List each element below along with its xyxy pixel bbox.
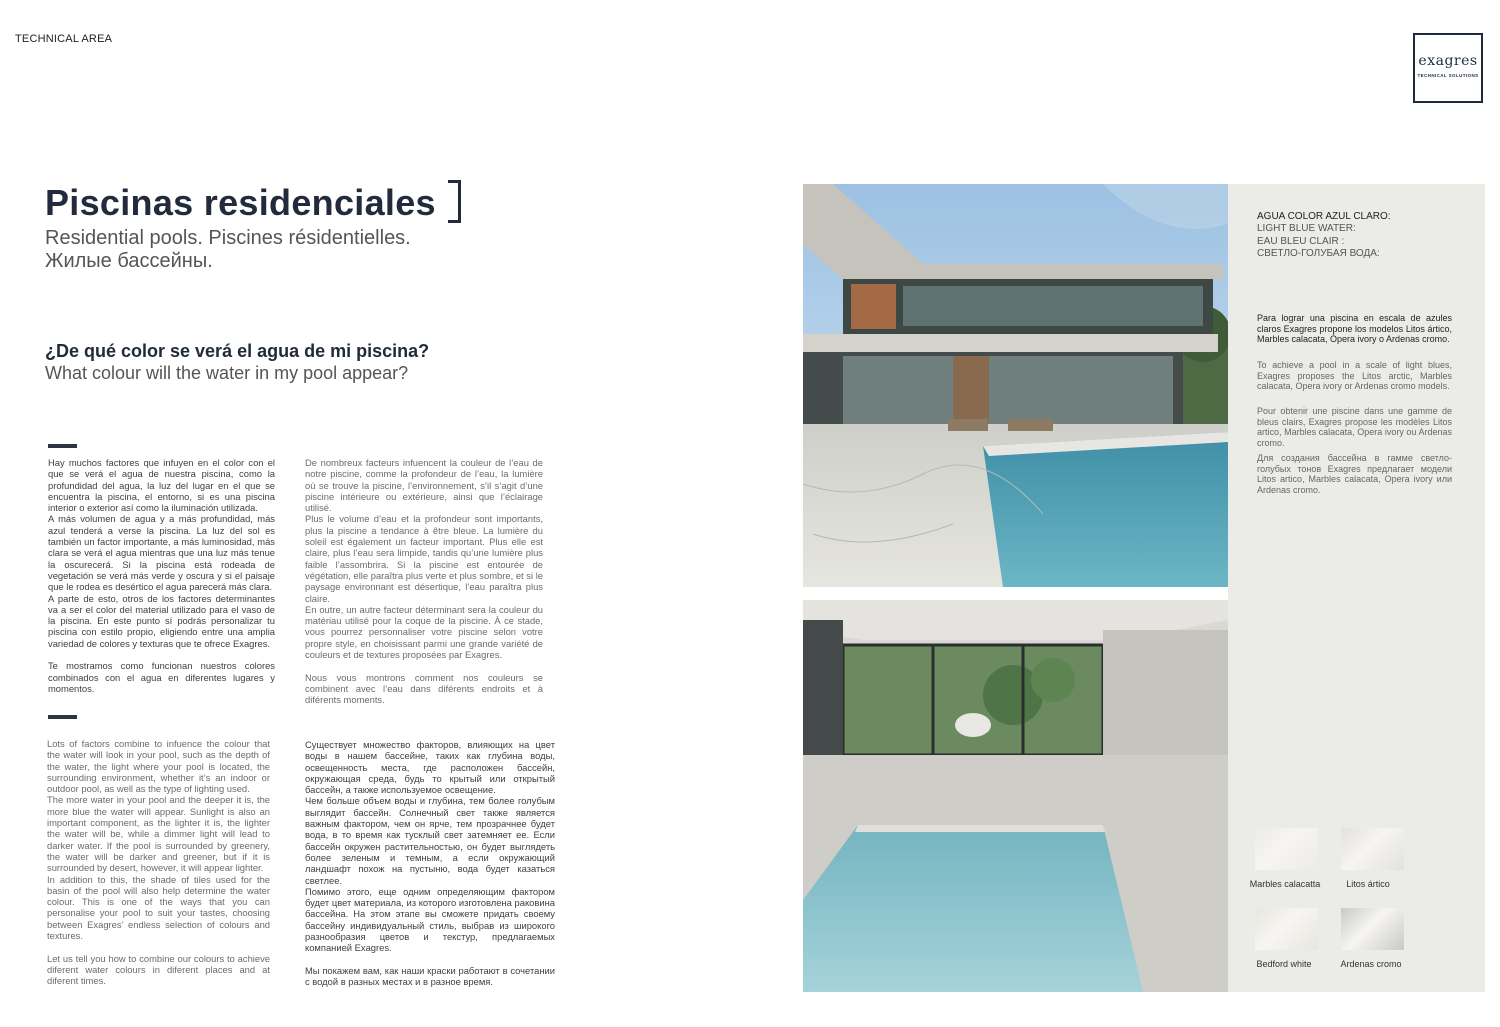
body-text-ru: Существует множество факторов, влияющих на цвет воды в нашем бассейне, таких как глубина воды, освещенность места, где расположен бассейн, окружающая среда, будь то крытый или открытый бассейн, а также используемое освещение. Чем больше объем воды и глубина, тем более голубым выглядит бассейн. Солнечный свет также является важным фактором, чем он ярче, тем прозрачнее будет вода, в то время как тусклый свет затемняет ее. Если бассейн окружен растительностью, он будет выглядеть более зеленым и темным, а если окружающий ландшафт похож на пустыню, вода будет казаться светлее. Помимо этого, еще одним определяющим фактором будет цвет материала, из которого изготовлена раковина бассейна. На этом этапе вы сможете придать своему бассейну индивидуальный стиль, выбрав из широкого разнообразия цветов и текстур, предлагаемых компанией Exagres. Мы покажем вам, как наши краски работают в сочетании с водой в разных местах и в разное время. [305,739,555,988]
swatch-tile [1255,828,1318,870]
page-subtitle: Residential pools. Piscines résidentielles. Жилые бассейны. [45,227,411,272]
question-heading-en: What colour will the water in my pool appear? [45,363,409,383]
question-heading: ¿De qué color se verá el agua de mi piscina? [45,341,430,361]
info-panel [1228,184,1485,992]
swatch-label: Litos ártico [1346,879,1390,889]
indoor-pool-photo [803,600,1228,992]
outdoor-pool-photo [803,184,1228,587]
section-label: TECHNICAL AREA [15,33,113,45]
body-text-es: Hay muchos factores que infuyen en el color con el que se verá el agua de nuestra piscina, como la profundidad del agua, la luz del lugar en el que se encuentra la piscina, el entorno, si es una piscina interior o exterior así como la iluminación utilizada. A más volumen de agua y a más profundidad, más azul tenderá a verse la piscina. La luz del sol es también un factor importante, a más luminosidad, más clara se verá el agua mientras que una luz más tenue la oscurecerá. Si la piscina está rodeada de vegetación se verá más verde y oscura y si el paisaje que le rodea es desértico el agua parecerá más clara. A parte de esto, otros de los factores determinantes va a ser el color del material utilizado para el vaso de la piscina. En este punto sí podrás personalizar tu piscina con estilo propio, eligiendo entre una amplia variedad de colores y texturas que te ofrece Exagres. Te mostramos como funcionan nuestros colores combinados con el agua en diferentes lugares y momentos. [48,457,275,694]
brand-logo [1413,33,1483,103]
swatch-label: Bedford white [1256,959,1312,969]
panel-text-es: Para lograr una piscina en escala de azules claros Exagres propone los modelos Litos ártico, Marbles calacata, Ópera ivory o Ardenas cromo. [1257,313,1452,344]
panel-text-en: To achieve a pool in a scale of light blues, Exagres proposes the Litos arctic, Marbles calacata, Opera ivory or Ardenas cromo models. [1257,360,1452,391]
panel-text-ru: Для создания бассейна в гамме светло-голубых тонов Exagres предлагает модели Litos artico, Marbles calacata, Opera ivory или Ardenas cromo. [1257,453,1452,495]
indoor-pool-illustration [803,600,1228,992]
body-text-fr: De nombreux facteurs infuencent la couleur de l’eau de notre piscine, comme la profondeur de l’eau, la lumière où se trouve la piscine, l’environnement, s’il s’agit d’une piscine intérieure ou extérieure, ainsi que l’éclairage utilisé. Plus le volume d’eau et la profondeur sont importants, plus la piscine a tendance à être bleue. La lumière du soleil est également un facteur important. Plus elle est claire, plus l’eau sera limpide, tandis qu’une lumière plus faible l’assombrira. Si la piscine est entourée de végétation, elle paraîtra plus verte et plus sombre, et si le paysage environnant est désertique, l’eau paraîtra plus claire. En outre, un autre facteur déterminant sera la couleur du matériau utilisé pour la coque de la piscine. À ce stade, vous pourrez personnaliser votre piscine selon votre propre style, en choisissant parmi une grande variété de couleurs et de textures proposées par Exagres. Nous vous montrons comment nos couleurs se combinent avec l’eau dans diférents endroits et à diférents moments. [305,457,543,706]
panel-text-fr: Pour obtenir une piscine dans une gamme de bleus clairs, Exagres propose les modèles Litos artico, Marbles calacata, Opera ivory ou Ardenas cromo. [1257,406,1452,448]
title-bracket [448,180,461,223]
swatch-label: Ardenas cromo [1340,959,1402,969]
swatch-tile [1341,828,1404,870]
logo-sub-text: TECHNICAL SOLUTIONS [1417,73,1479,78]
body-text-en: Lots of factors combine to infuence the colour that the water will look in your pool, such as the depth of the water, the light where your pool is located, the surrounding environment, whether it’s an indoor or outdoor pool, as well as the type of lighting used. The more water in your pool and the deeper it is, the more blue the water will appear. Sunlight is also an important component, as the lighter it is, the lighter the water will be, while a dimmer light will lead to darker water. If the pool is surrounded by greenery, the water will be darker and greener, but if it is surrounded by desert, however, it will appear lighter. In addition to this, the shade of tiles used for the basin of the pool will also help determine the water colour. This is one of the ways that you can personalise your pool to suit your tastes, choosing between Exagres’ endless selection of colours and textures. Let us tell you how to combine our colours to achieve diferent water colours in diferent places and at diferent times. [47,738,270,987]
swatch-label: Marbles calacatta [1249,879,1321,889]
water-color-subtitle: LIGHT BLUE WATER: EAU BLEU CLAIR : СВЕТЛО-ГОЛУБАЯ ВОДА: [1257,223,1380,259]
logo-brand-text: exagres [1418,53,1478,69]
swatch-tile [1341,908,1404,950]
water-color-title: AGUA COLOR AZUL CLARO: [1257,211,1391,222]
swatch-tile [1255,908,1318,950]
outdoor-pool-illustration [803,184,1228,587]
section-divider [48,715,77,719]
section-divider [48,444,77,448]
page-title: Piscinas residenciales [45,182,436,223]
